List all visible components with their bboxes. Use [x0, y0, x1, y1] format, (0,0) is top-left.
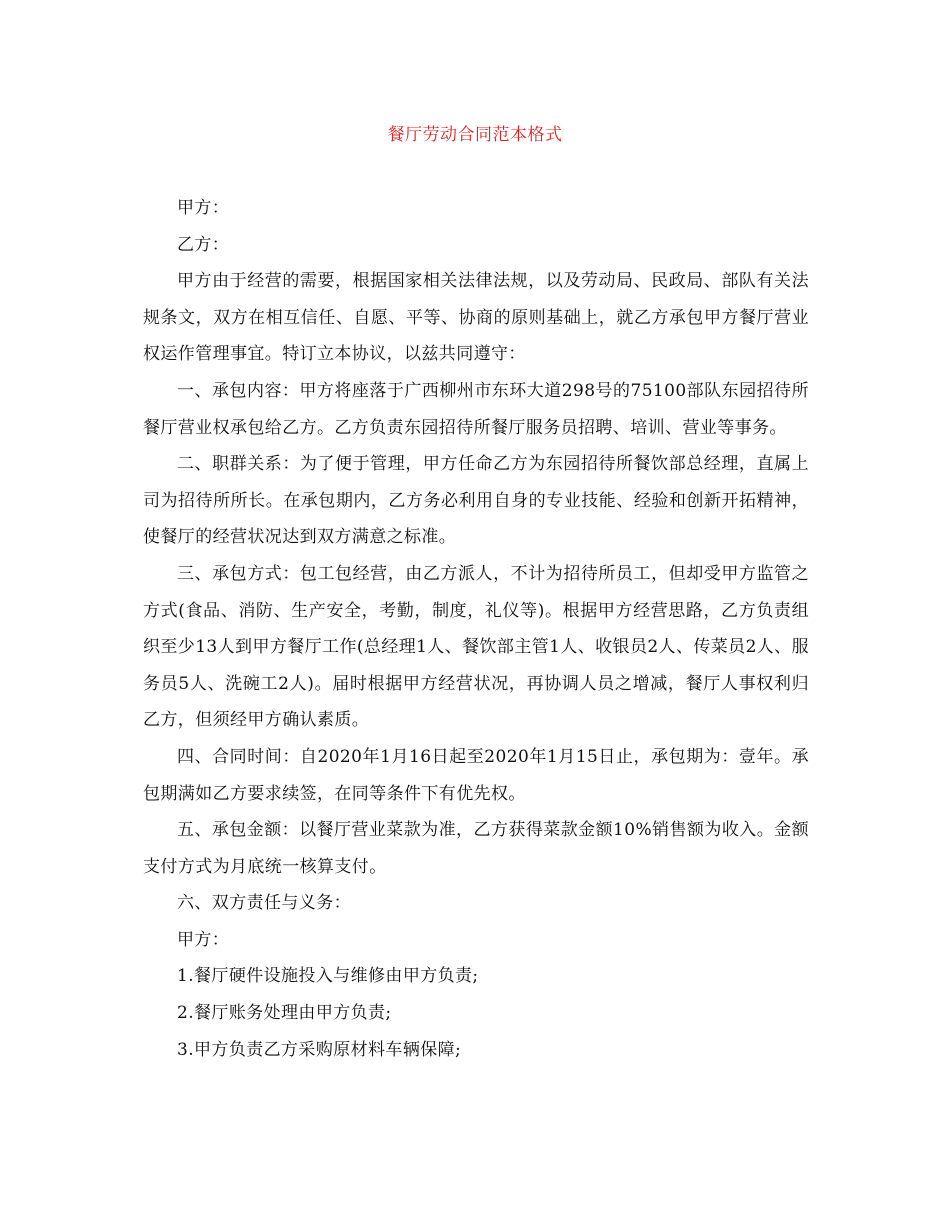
document-body [143, 190, 809, 1068]
party-a-line: 甲方： [177, 198, 230, 218]
party-a-subheading: 甲方： [177, 929, 230, 950]
preamble-paragraph: 甲方由于经营的需要，根据国家相关法律法规，以及劳动局、民政局、部队有关法规条文，双方在相互信任、自愿、平等、协商的原则基础上，就乙方承包甲方餐厅营业权运作管理事宜。特订立本协议，以兹共同遵守： [143, 271, 809, 365]
clause-1-contract-content: 一、承包内容：甲方将座落于广西柳州市东环大道298号的75100部队东园招待所餐厅营业权承包给乙方。乙方负责东园招待所餐厅服务员招聘、培训、营业等事务。 [143, 380, 809, 438]
clause-4-contract-period: 四、合同时间：自2020年1月16日起至2020年1月15日止，承包期为：壹年。承包期满如乙方要求续签，在同等条件下有优先权。 [143, 746, 809, 804]
party-a-item-1: 1.餐厅硬件设施投入与维修由甲方负责; [177, 966, 479, 987]
document-title: 餐厅劳动合同范本格式 [387, 125, 563, 145]
clause-5-contract-amount: 五、承包金额：以餐厅营业菜款为准，乙方获得菜款金额10%销售额为收入。金额支付方式为月底统一核算支付。 [143, 820, 809, 877]
clause-3-contract-method: 三、承包方式：包工包经营，由乙方派人，不计为招待所员工，但却受甲方监管之方式(食品、消防、生产安全，考勤，制度，礼仪等)。根据甲方经营思路，乙方负责组织至少13人到甲方餐厅工作(总经理1人、餐饮部主管1人、收银员2人、传菜员2人、服务员5人、洗碗工2人)。届时根据甲方经营状况，再协调人员之增减，餐厅人事权利归乙方，但须经甲方确认素质。 [143, 563, 809, 731]
party-b-line: 乙方： [177, 234, 230, 255]
clause-2-reporting-relationship: 二、职群关系：为了便于管理，甲方任命乙方为东园招待所餐饮部总经理，直属上司为招待所所长。在承包期内，乙方务必利用自身的专业技能、经验和创新开拓精神，使餐厅的经营状况达到双方满意之标准。 [143, 454, 809, 548]
party-a-item-2: 2.餐厅账务处理由甲方负责; [177, 1003, 392, 1024]
clause-6-responsibilities-heading: 六、双方责任与义务： [177, 893, 351, 914]
party-a-item-3: 3.甲方负责乙方采购原材料车辆保障; [177, 1039, 462, 1060]
